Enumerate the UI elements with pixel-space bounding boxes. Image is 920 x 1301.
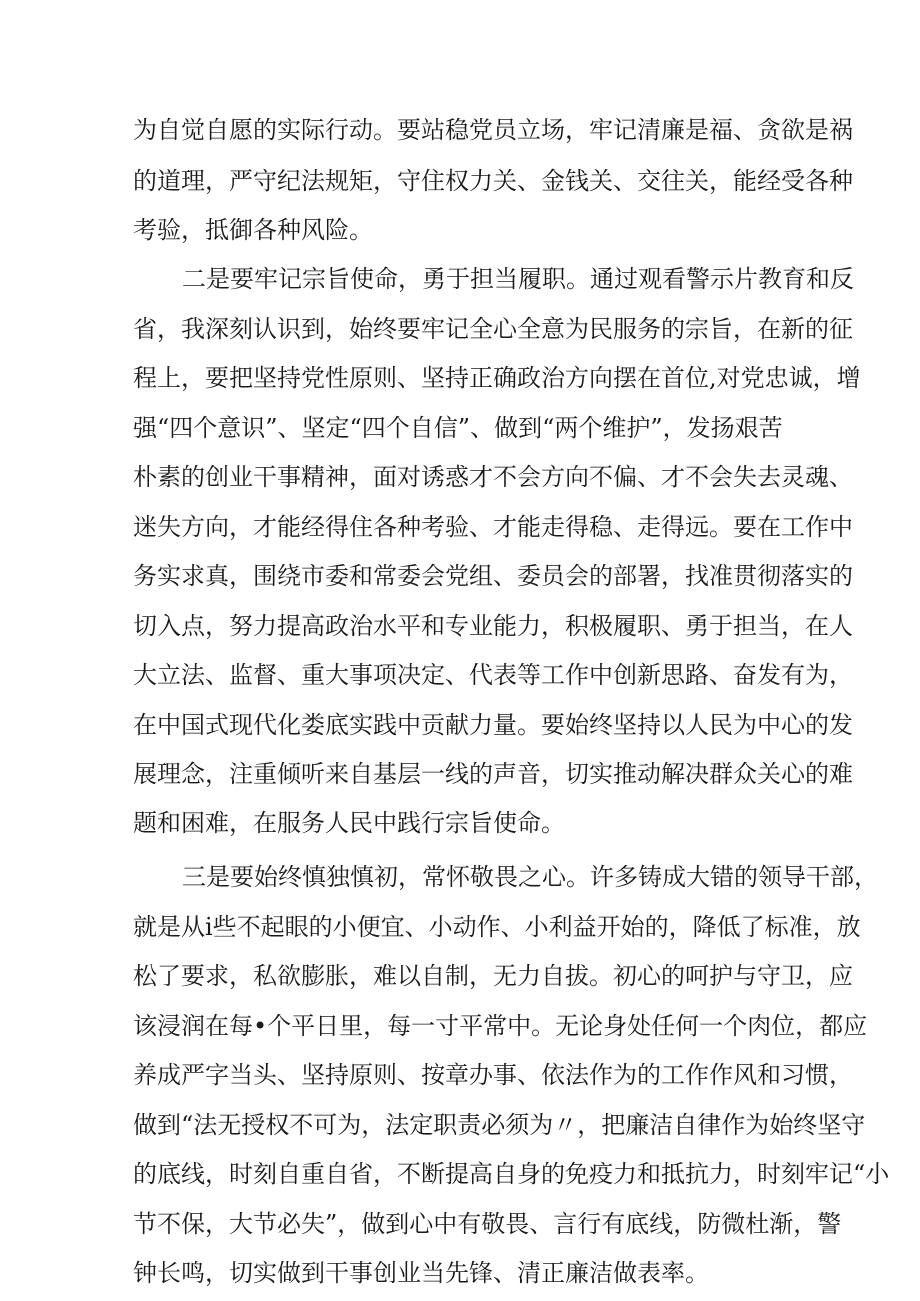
paragraph-2-line-10: 在中国式现代化娄底实践中贡献力量。要始终坚持以人民为中心的发 [133,711,853,739]
paragraph-3-line-1: 三是要始终慎独慎初，常怀敬畏之心。许多铸成大错的领导干部， [182,863,878,891]
paragraph-2-line-12: 题和困难，在服务人民中践行宗旨使命。 [133,809,565,837]
paragraph-3-line-4: 该浸润在每•个平日里，每一寸平常中。无论身处任何一个肉位，都应 [133,1012,868,1040]
paragraph-3-line-6: 做到“法无授权不可为，法定职责必须为〃，把廉洁自律作为始终坚守 [133,1111,866,1139]
paragraph-3-line-8: 节不保，大节必失”，做到心中有敬畏、言行有底线，防微杜渐，警 [133,1210,842,1238]
paragraph-2-line-3: 程上，要把坚持党性原则、坚持正确政治方向摆在首位,对党忠诚，增 [133,364,861,392]
paragraph-3-line-2: 就是从i些不起眼的小便宜、小动作、小利益开始的，降低了标准，放 [133,913,861,941]
paragraph-2-line-2: 省，我深刻认识到，始终要牢记全心全意为民服务的宗旨，在新的征 [133,315,853,343]
paragraph-1-line-1: 为自觉自愿的实际行动。要站稳党员立场，牢记清廉是福、贪欲是祸 [133,116,853,144]
paragraph-2-line-7: 务实求真，围绕市委和常委会党组、委员会的部署，找准贯彻落实的 [133,562,853,590]
paragraph-2-line-8: 切入点，努力提高政治水平和专业能力，积极履职、勇于担当，在人 [133,612,853,640]
paragraph-3-line-5: 养成严字当头、坚持原则、按章办事、依法作为的工作作风和习惯， [133,1061,853,1089]
paragraph-3-line-9: 钟长鸣，切实做到干事创业当先锋、清正廉洁做表率。 [133,1259,709,1287]
paragraph-2-line-4: 强“四个意识”、坚定“四个自信”、做到“两个维护”，发扬艰苦 [133,414,783,442]
paragraph-2-line-5: 朴素的创业干事精神，面对诱惑才不会方向不偏、才不会失去灵魂、 [133,463,853,491]
paragraph-2-line-9: 大立法、监督、重大事项决定、代表等工作中创新思路、奋发有为， [133,661,853,689]
paragraph-3-line-3: 松了要求，私欲膨胀，难以自制，无力自拔。初心的呵护与守卫，应 [133,962,853,990]
paragraph-1-line-3: 考验，抵御各种风险。 [133,216,373,244]
paragraph-1-line-2: 的道理，严守纪法规矩，守住权力关、金钱关、交往关，能经受各种 [133,167,853,195]
paragraph-2-line-1: 二是要牢记宗旨使命，勇于担当履职。通过观看警示片教育和反 [182,265,854,293]
paragraph-3-line-7: 的底线，时刻自重自省，不断提高自身的免疫力和抵抗力，时刻牢记“小 [133,1160,890,1188]
paragraph-2-line-11: 展理念，注重倾听来自基层一线的声音，切实推动解决群众关心的难 [133,760,853,788]
paragraph-2-line-6: 迷失方向，才能经得住各种考验、才能走得稳、走得远。要在工作中 [133,513,853,541]
